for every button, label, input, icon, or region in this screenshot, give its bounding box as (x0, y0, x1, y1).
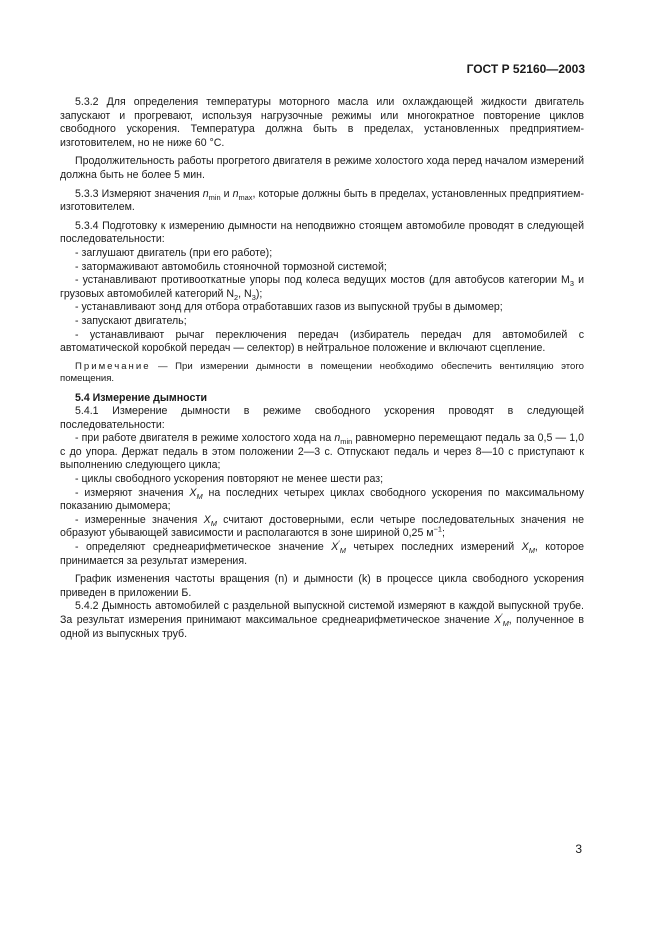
paragraph-graph-reference: График изменения частоты вращения (n) и дымности (k) в процессе цикла свободного ускорения приведен в приложении Б. (60, 573, 584, 599)
paragraph-5-3-2-continued: Продолжительность работы прогретого двигателя в режиме холостого хода перед началом измерений должна быть не более 5 мин. (60, 155, 584, 181)
document-body (60, 96, 584, 641)
paragraph-5-4-2: 5.4.2 Дымность автомобилей с раздельной выпускной системой измеряют в каждой выпускной трубе. За результат измерения принимают максимальное среднеарифметическое значение $X'_M$, полученное в одной из выпускных труб. (60, 600, 584, 640)
document-code: ГОСТ Р 52160—2003 (466, 62, 585, 76)
list-item: - запускают двигатель; (75, 314, 187, 327)
list-item: - определяют среднеарифметическое значение $X'_M$ четырех последних измерений $X_M$, которое принимается за результат измерения. (60, 538, 584, 567)
paragraph-5-3-4: 5.3.4 Подготовку к измерению дымности на неподвижно стоящем автомобиле проводят в следующей последовательности: (60, 219, 584, 246)
list-item: - затормаживают автомобиль стояночной тормозной системой; (75, 260, 387, 273)
list-item: - устанавливают противооткатные упоры под колеса ведущих мостов (для автобусов категории $М_3$ и грузовых автомобилей категорий $N_2$, $N_3$); (60, 274, 584, 302)
note-text: — При измерении дымности в помещении необходимо обеспечить вентиляцию этого помещения. (60, 360, 584, 385)
paragraph-5-3-2: 5.3.2 Для определения температуры моторного масла или охлаждающей жидкости двигатель запускают и прогревают, используя нагрузочные режимы или многократное повторение циклов свободного ускорения. Температура должна быть в пределах, установленных предприятием-изготовителем, но не ниже 60 °С. (60, 96, 584, 149)
list-item: - устанавливают зонд для отбора отработавших газов из выпускной трубы в дымомер; (75, 301, 503, 314)
list-item: - при работе двигателя в режиме холостого хода на $n_{min}$ равномерно перемещают педаль за 0,5 — 1,0 с до упора. Держат педаль в этом положении 2—3 с. Отпускают педаль и через 8—10 с приступают к выполнению следующего цикла; (60, 432, 584, 472)
list-item: - измеряют значения $X_M$ на последних четырех циклах свободного ускорения по максимальному показанию дымомера; (60, 486, 584, 513)
list-item: - заглушают двигатель (при его работе); (75, 246, 273, 259)
list-item: - устанавливают рычаг переключения передач (избиратель передач для автомобилей с автоматической коробкой передач — селектор) в нейтральное положение и включают сцепление. (60, 328, 584, 355)
list-item: - измеренные значения $X_M$ считают достоверными, если четыре последовательных значения не образуют убывающей зависимости и располагаются в зоне шириной 0,25 $м^{-1}$; (60, 513, 584, 540)
page-number: 3 (575, 842, 582, 856)
note (60, 361, 584, 386)
note-label: Примечание (75, 360, 151, 372)
section-heading-5-4: 5.4 Измерение дымности (75, 391, 208, 404)
paragraph-5-3-3: 5.3.3 Измеряют значения $n_{min}$ и $n_{max}$, которые должны быть в пределах, установленных предприятием-изготовителем. (60, 187, 584, 214)
list-item: - циклы свободного ускорения повторяют не менее шести раз; (75, 473, 384, 486)
paragraph-5-4-1: 5.4.1 Измерение дымности в режиме свободного ускорения проводят в следующей последовательности: (60, 405, 584, 431)
